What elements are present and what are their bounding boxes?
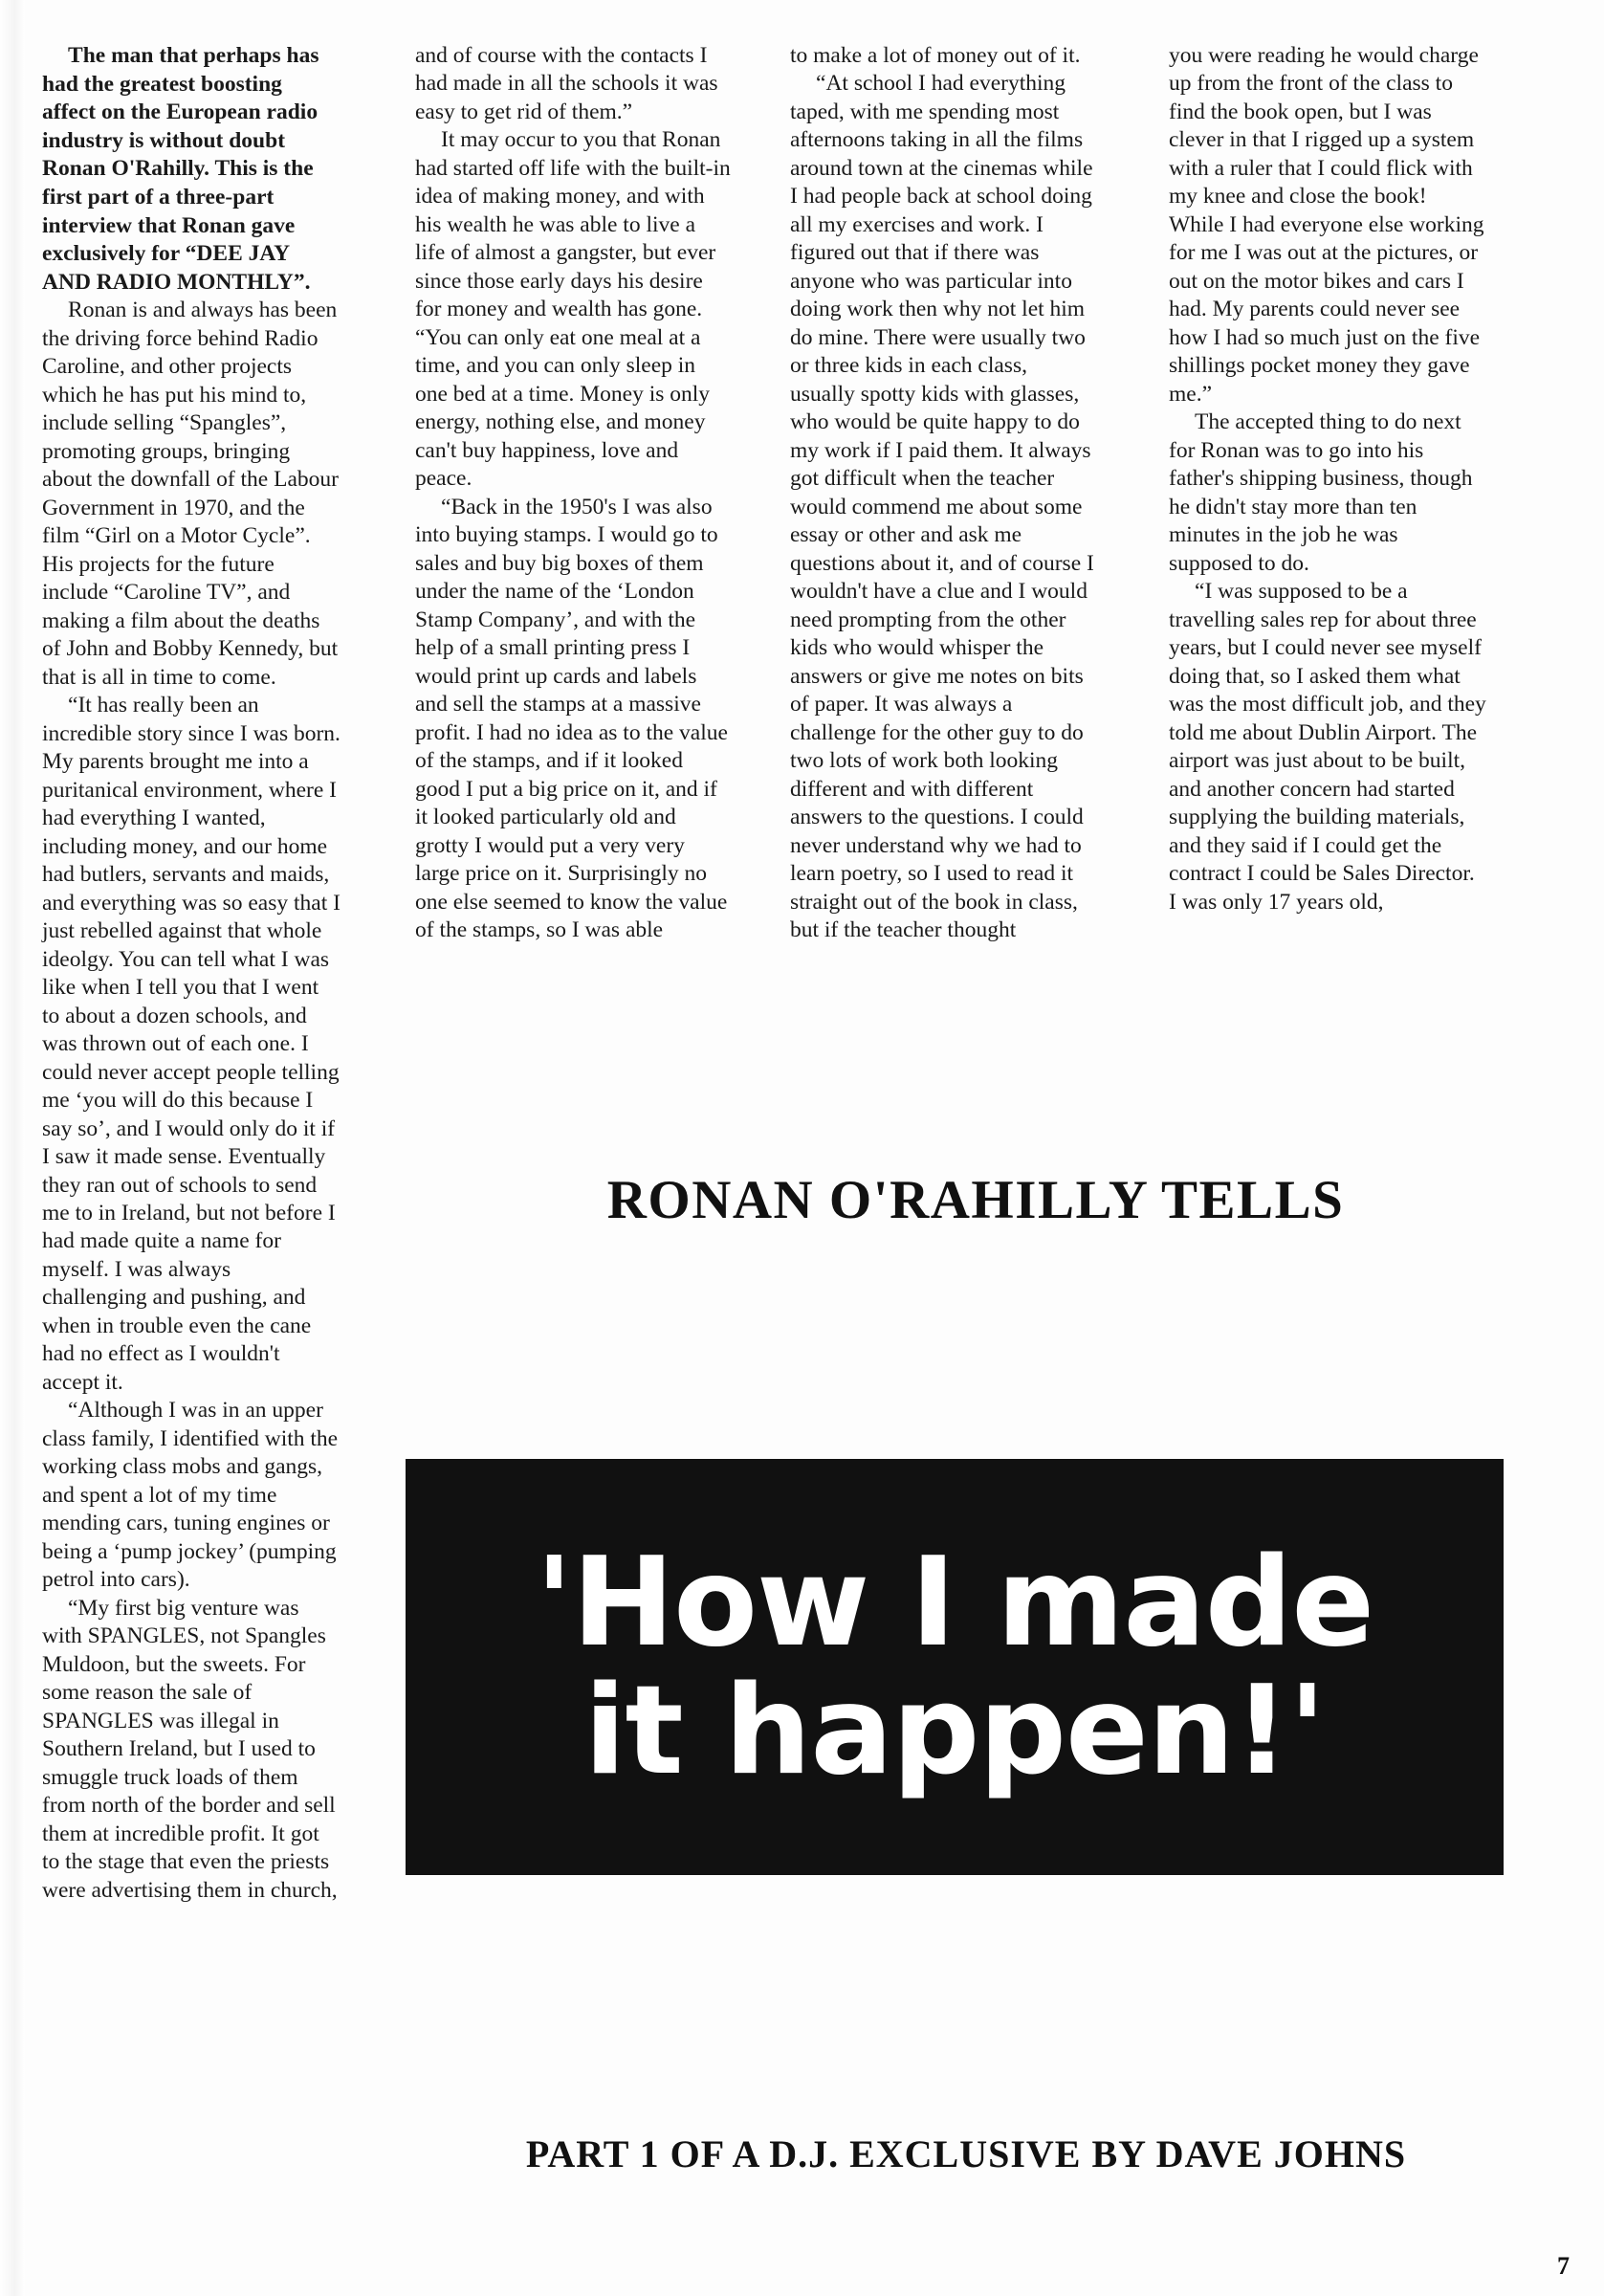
text-column-1 <box>42 42 341 1905</box>
pull-quote-banner <box>406 1459 1504 1875</box>
col1-paragraph-1: Ronan is and always has been the driving force behind Radio Caroline, and other projects which he has put his mind to, include selling “Spangles”, promoting groups, bringing about the downfall of the Labour Government in 1970, and the film “Girl on a Motor Cycle”. His projects for the future include “Caroline TV”, and making a film about the deaths of John and Bobby Kennedy, but that is all in time to come. <box>42 298 339 690</box>
page-number: 7 <box>1557 2252 1570 2280</box>
article-credit: PART 1 OF A D.J. EXCLUSIVE BY DAVE JOHNS <box>525 2132 1407 2175</box>
standfirst-text: The man that perhaps has had the greatest boosting affect on the European radio industry is without doubt Ronan O'Rahilly. This is the first part of a three-part interview that Ronan gave exclusively for “DEE JAY AND RADIO MONTHLY”. <box>42 43 319 295</box>
col2-paragraph-3: “Back in the 1950's I was also into buying stamps. I would go to sales and buy big boxes of them under the name of the ‘London Stamp Company’, and with the help of a small printing press I would print up cards and labels and sell the stamps at a massive profit. I had no idea as to the value of the stamps, and if it looked good I put a big price on it, and if it looked particularly old and grotty I would put a very very large price on it. Surprisingly no one else seemed to know the value of the stamps, so I was able <box>415 494 728 943</box>
pull-quote-line-1: 'How I made <box>535 1531 1374 1674</box>
col1-paragraph-2: “It has really been an incredible story since I was born. My parents brought me into a puritanical environment, where I had everything I wanted, including money, and our home had butlers, servants and maids, and everything was so easy that I just rebelled against that whole ideolgy. You can tell what I was like when I tell you that I went to about a dozen schools, and was thrown out of each one. I could never accept people telling me ‘you will do this because I say so’, and I would only do it if I saw it made sense. Eventually they ran out of schools to send me to in Ireland, but not before I had made quite a name for myself. I was always challenging and pushing, and when in trouble even the cane had no effect as I wouldn't accept it. <box>42 693 341 1395</box>
col4-paragraph-1: you were reading he would charge up from the front of the class to find the book open, but I was clever in that I rigged up a system with a ruler that I could flick with my knee and close the book! While I had everyone else working for me I was out at the pictures, or out on the motor bikes and cars I had. My parents could never see how I had so much just on the five shillings pocket money they gave me.” <box>1169 43 1484 407</box>
text-column-4 <box>1169 42 1486 916</box>
col4-paragraph-3: “I was supposed to be a travelling sales rep for about three years, but I could never see myself doing that, so I asked them what was the most difficult job, and they told me about Dublin Airport. The airport was just about to be built, and another concern had started supplying the building materials, and they said if I could get the contract I could be Sales Director. I was only 17 years old, <box>1169 579 1486 915</box>
col2-paragraph-2: It may occur to you that Ronan had started off life with the built-in idea of making money, and with his wealth he was able to live a life of almost a gangster, but ever since those early days his desire for money and wealth has gone. “You can only eat one meal at a time, and you can only sleep in one bed at a time. Money is only energy, nothing else, and money can't buy happiness, love and peace. <box>415 127 731 492</box>
standfirst <box>42 42 341 297</box>
col3-paragraph-2: “At school I had everything taped, with me spending most afternoons taking in all the films around town at the cinemas while I had people back at school doing all my exercises and work. I figured out that if there was anyone who was particular into doing work then why not let him do mine. There were usually two or three kids in each class, usually spotty kids with glasses, who would be quite happy to do my work if I paid them. It always got difficult when the teacher would commend me about some essay or other and ask me questions about it, and of course I wouldn't have a clue and I would need prompting from the other kids who would whisper the answers or give me notes on bits of paper. It was always a challenge for the other guy to do two lots of work both looking different and with different answers to the questions. I could never understand why we had to learn poetry, so I used to read it straight out of the book in class, but if the teacher thought <box>790 71 1094 943</box>
pull-quote-line-2: it happen!' <box>583 1659 1326 1802</box>
col2-paragraph-1: and of course with the contacts I had made in all the schools it was easy to get rid of them.” <box>415 43 718 124</box>
col1-paragraph-4: “My first big venture was with SPANGLES, not Spangles Muldoon, but the sweets. For some reason the sale of SPANGLES was illegal in Southern Ireland, but I used to smuggle truck loads of them from north of the border and sell them at incredible profit. It got to the stage that even the priests were advertising them in church, <box>42 1595 338 1903</box>
article-headline: RONAN O'RAHILLY TELLS <box>606 1170 1345 1230</box>
text-column-3 <box>790 42 1096 945</box>
col1-paragraph-3: “Although I was in an upper class family, I identified with the working class mobs and gangs, and spent a lot of my time mending cars, tuning engines or being a ‘pump jockey’ (pumping petrol into cars). <box>42 1398 339 1593</box>
col4-paragraph-2: The accepted thing to do next for Ronan was to go into his father's shipping business, though he didn't stay more than ten minutes in the job he was supposed to do. <box>1169 409 1473 576</box>
col3-paragraph-1: to make a lot of money out of it. <box>790 43 1081 68</box>
text-column-2 <box>415 42 731 945</box>
